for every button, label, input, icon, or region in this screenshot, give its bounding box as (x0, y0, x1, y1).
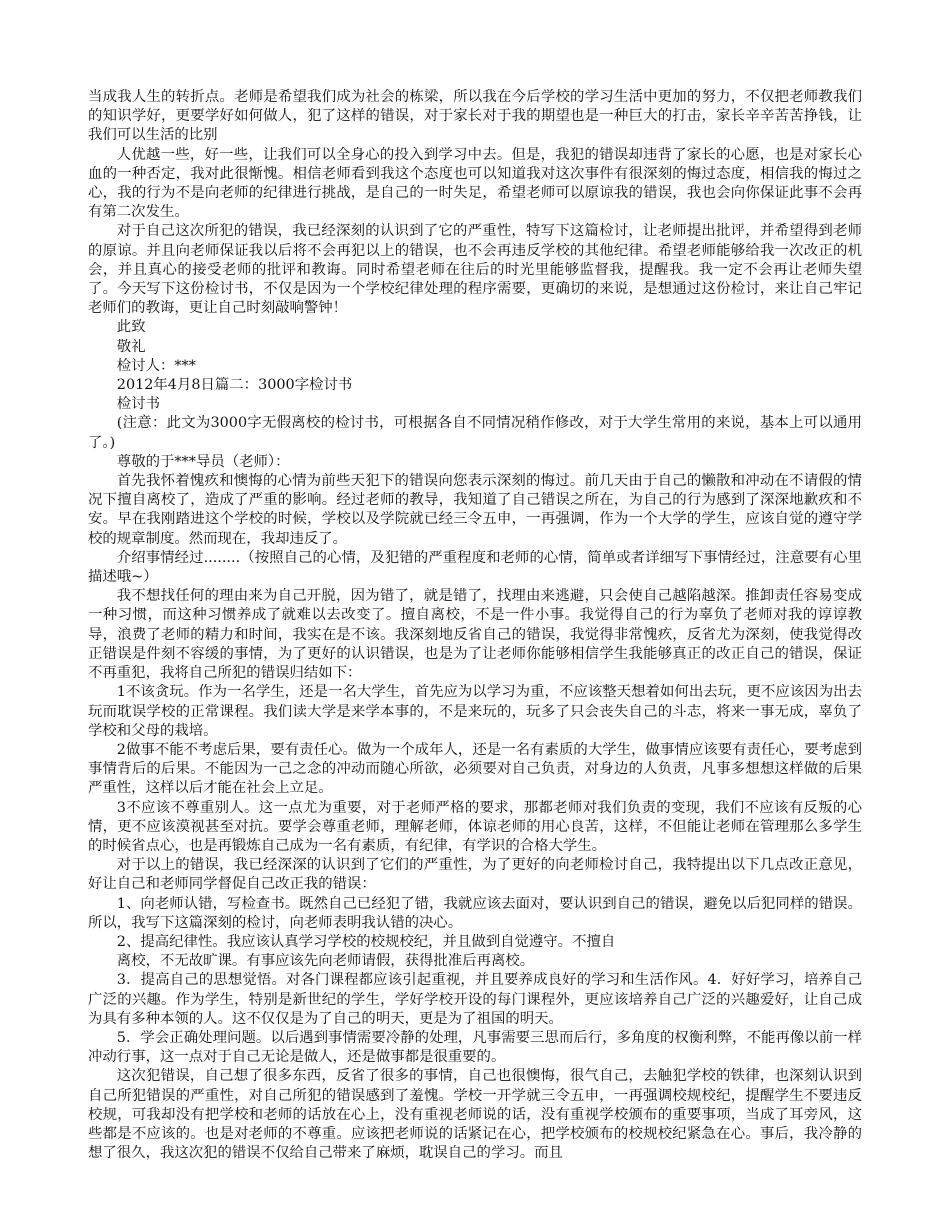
point-2: 2做事不能不考虑后果，要有责任心。做为一个成年人，还是一名有素质的大学生，做事情应该要有责任心，要考虑到事情背后的后果。不能因为一己之念的冲动而随心所欲，必须要对自己负责，对身边的人负责，凡事多想想这样做的后果严重性，这样以后才能在社会上立足。 (88, 741, 862, 797)
closing-salutation: 此致 (116, 319, 146, 336)
paragraph-event: 介绍事情经过........（按照自己的心情，及犯错的严重程度和老师的心情，简单或者详细写下事情经过，注意要有心里描述哦~） (88, 549, 862, 586)
date-line: 2012年4月8日篇二：3000字检讨书 (116, 377, 353, 394)
correction-2: 2、提高纪律性。我应该认真学习学校的校规校纪，并且做到自觉遵守。不擅自 (116, 933, 616, 950)
paragraph-conclusion: 这次犯错误，自己想了很多东西，反省了很多的事情，自己也很懊悔，很气自己，去触犯学校的铁律，也深刻认识到自己所犯错误的严重性，对自己所犯的错误感到了羞愧。学校一开学就三令五申，一再强调校规校纪，提醒学生不要违反校规，可我却没有把学校和老师的话放在心上，没有重视老师说的话，没有重视学校颁布的重要事项，当成了耳旁风，这些都是不应该的。也是对老师的不尊重。应该把老师说的话紧记在心，把学校颁布的校规校纪紧急在心。事后，我冷静的想了很久，我这次犯的错误不仅给自己带来了麻烦，耽误自己的学习。而且 (88, 1068, 862, 1162)
point-3: 3不应该不尊重别人。这一点尤为重要，对于老师严格的要求，那都老师对我们负责的变现，我们不应该有反叛的心情，更不应该漠视甚至对抗。要学会尊重老师，理解老师，体谅老师的用心良苦，这样，不但能让老师在管理那么多学生的时候省点心，也是再锻炼自己成为一名有素质，有纪律，有学识的合格大学生。 (88, 799, 862, 854)
paragraph-intro: 首先我怀着愧疚和懊悔的心情为前些天犯下的错误向您表示深刻的悔过。前几天由于自己的懒散和冲动在不请假的情况下擅自离校了，造成了严重的影响。经过老师的教导，我知道了自己错误之所在，为自己的行为感到了深深地歉疚和不安。早在我刚踏进这个学校的时候，学校以及学院就已经三令五申，一再强调，作为一个大学的学生，应该自觉的遵守学校的规章制度。然而现在，我却违反了。 (88, 473, 862, 547)
correction-1: 1、向老师认错，写检查书。既然自己已经犯了错，我就应该去面对，要认识到自己的错误，避免以后犯同样的错误。所以，我写下这篇深刻的检讨，向老师表明我认错的决心。 (88, 895, 862, 931)
signature-line: 检讨人：*** (116, 357, 196, 374)
greeting-line: 尊敬的于***导员（老师）： (116, 453, 290, 470)
paragraph-1: 当成我人生的转折点。老师是希望我们成为社会的栋梁，所以我在今后学校的学习生活中更加的努力，不仅把老师教我们的知识学好，更要学好如何做人，犯了这样的错误，对于家长对于我的期望也是一种巨大的打击，家长辛辛苦苦挣钱，让我们可以生活的比别 (88, 89, 862, 144)
section-title: 检讨书 (116, 396, 160, 413)
note-paragraph: (注意：此文为3000字无假离校的检讨书，可根据各自不同情况稍作修改，对于大学生常用的来说，基本上可以通用了。) (88, 415, 862, 451)
correction-3-4: 3．提高自己的思想觉悟。对各门课程都应该引起重视，并且要养成良好的学习和生活作风。4．好好学习，培养自己广泛的兴趣。作为学生，特别是新世纪的学生，学好学校开设的每门课程外，更应该培养自己广泛的兴趣爱好，让自己成为具有多种本领的人。这不仅仅是为了自己的明天，更是为了祖国的明天。 (88, 972, 862, 1027)
paragraph-3: 对于自己这次所犯的错误，我已经深刻的认识到了它的严重性，特写下这篇检讨，让老师提出批评，并希望得到老师的原谅。并且向老师保证我以后将不会再犯以上的错误，也不会再违反学校的其他纪律。希望老师能够给我一次改正的机会，并且真心的接受老师的批评和教诲。同时希望老师在往后的时光里能够监督我，提醒我。我一定不会再让老师失望了。今天写下这份检讨书，不仅是因为一个学校纪律处理的程序需要，更确切的来说，是想通过这份检讨，来让自己牢记老师们的教诲，更让自己时刻敲响警钟！ (88, 223, 862, 317)
point-1: 1不该贪玩。作为一名学生，还是一名大学生，首先应为以学习为重，不应该整天想着如何出去玩，更不应该因为出去玩而耽误学校的正常课程。我们读大学是来学本事的，不是来玩的，玩多了只会丧失自己的斗志，将来一事无成，辜负了学校和父母的栽培。 (88, 684, 862, 739)
correction-5: 5．学会正确处理问题。以后遇到事情需要冷静的处理，凡事需要三思而后行，多角度的权衡利弊，不能再像以前一样冲动行事，这一点对于自己无论是做人，还是做事都是很重要的。 (88, 1029, 862, 1066)
paragraph-corrections: 对于以上的错误，我已经深深的认识到了它们的严重性，为了更好的向老师检讨自己，我特提出以下几点改正意见，好让自己和老师同学督促自己改正我的错误： (88, 857, 862, 893)
paragraph-reflection: 我不想找任何的理由来为自己开脱，因为错了，就是错了，找理由来逃避，只会使自己越陷越深。推卸责任容易变成一种习惯，而这种习惯养成了就难以去改变了。擅自离校，不是一件小事。我觉得自己的行为辜负了老师对我的谆谆教导，浪费了老师的精力和时间，我实在是不该。我深刻地反省自己的错误，我觉得非常愧疚，反省尤为深刻，使我觉得改正错误是件刻不容缓的事情，为了更好的认识错误，也是为了让老师你能够相信学生我能够真正的改正自己的错误，保证不再重犯，我将自己所犯的错误归结如下： (88, 588, 862, 682)
paragraph-2: 人优越一些，好一些，让我们可以全身心的投入到学习中去。但是，我犯的错误却违背了家长的心愿，也是对家长心血的一种否定，我对此很惭愧。相信老师看到我这个态度也可以知道我对这次事件有很深刻的悔过态度，相信我的悔过之心，我的行为不是向老师的纪律进行挑战，是自己的一时失足，希望老师可以原谅我的错误，我也会向你保证此事不会再有第二次发生。 (88, 146, 862, 221)
correction-2-continued: 离校，不无故旷课。有事应该先向老师请假，获得批准后再离校。 (116, 953, 535, 970)
closing-regards: 敬礼 (116, 338, 146, 355)
